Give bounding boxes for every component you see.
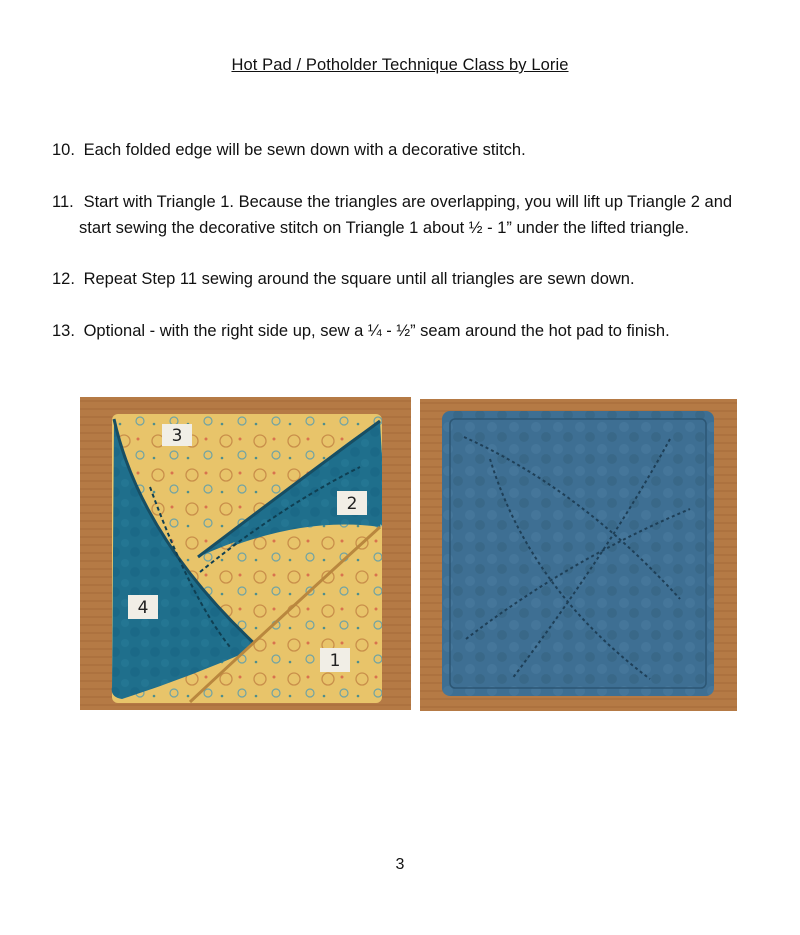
step-12 <box>52 266 762 292</box>
step-text: Optional - with the right side up, sew a ¼ - ½” seam around the hot pad to finish. <box>83 322 670 340</box>
step-number: 11. <box>52 193 74 211</box>
triangle-2-label: 2 <box>346 494 358 514</box>
step-13 <box>52 318 762 344</box>
hot-pad-front-photo <box>80 397 411 710</box>
step-11 <box>52 189 762 241</box>
page-title: Hot Pad / Potholder Technique Class by Lorie <box>231 56 569 74</box>
page-number: 3 <box>395 856 405 873</box>
step-number: 10. <box>52 141 75 159</box>
step-text-continuation: start sewing the decorative stitch on Triangle 1 about ½ - 1” under the lifted triangle. <box>79 219 689 237</box>
step-10 <box>52 137 762 163</box>
triangle-3-label: 3 <box>171 426 183 446</box>
step-text: Start with Triangle 1. Because the triangles are overlapping, you will lift up Triangle 2 and <box>83 193 733 211</box>
step-text: Each folded edge will be sewn down with a decorative stitch. <box>83 141 526 159</box>
step-number: 13. <box>52 322 75 340</box>
triangle-1-label: 1 <box>329 651 341 671</box>
step-number: 12. <box>52 270 75 288</box>
hot-pad-back-photo <box>420 399 737 711</box>
step-text: Repeat Step 11 sewing around the square until all triangles are sewn down. <box>83 270 635 288</box>
triangle-4-label: 4 <box>137 598 149 618</box>
